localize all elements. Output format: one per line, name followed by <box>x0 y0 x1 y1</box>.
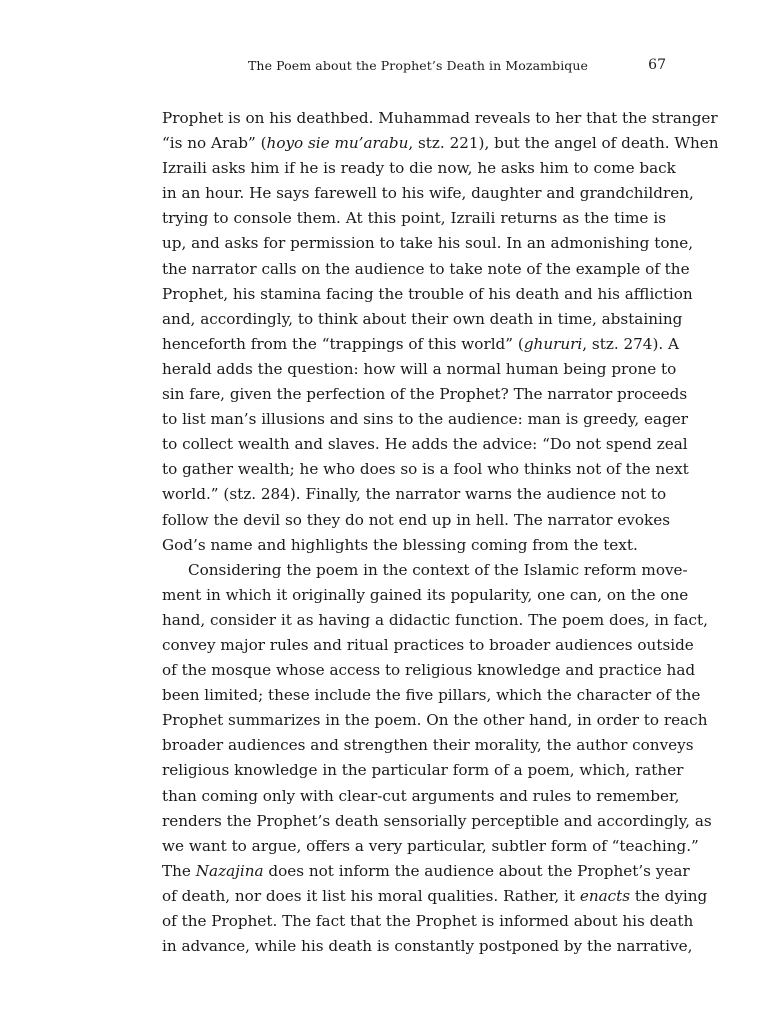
text-line <box>162 633 694 658</box>
text-segment: Prophet, his stamina facing the trouble of his death and his affliction <box>162 284 693 303</box>
text-line <box>162 683 701 708</box>
text-line <box>162 583 689 608</box>
text-segment: convey major rules and ritual practices to broader audiences outside <box>162 635 694 654</box>
text-line <box>162 809 712 834</box>
italic-text: hoyo sie mu’arabu <box>266 134 409 153</box>
text-segment: been limited; these include the five pillars, which the character of the <box>162 686 701 705</box>
text-line <box>162 257 690 282</box>
text-segment: ment in which it originally gained its popularity, one can, on the one <box>162 585 689 604</box>
text-segment: Prophet summarizes in the poem. On the other hand, in order to reach <box>162 711 708 730</box>
text-line <box>162 282 693 307</box>
text-segment: in advance, while his death is constantly postponed by the narrative, <box>162 937 693 956</box>
text-segment: religious knowledge in the particular form of a poem, which, rather <box>162 761 684 780</box>
text-segment: up, and asks for permission to take his soul. In an admonishing tone, <box>162 234 694 253</box>
text-segment: of the Prophet. The fact that the Prophet is informed about his death <box>162 912 694 930</box>
text-line <box>162 181 694 206</box>
text-line <box>162 156 676 181</box>
text-segment: Izraili asks him if he is ready to die now, he asks him to come back <box>162 159 676 178</box>
text-segment: “is no Arab” ( <box>162 134 267 153</box>
text-segment: of the mosque whose access to religious knowledge and practice had <box>162 661 696 680</box>
text-segment: herald adds the question: how will a normal human being prone to <box>162 359 677 378</box>
text-line <box>162 231 694 256</box>
text-line <box>162 131 719 156</box>
text-line <box>162 909 694 934</box>
text-line <box>162 508 671 533</box>
text-line <box>162 859 690 884</box>
text-segment: hand, consider it as having a didactic function. The poem does, in fact, <box>162 610 708 629</box>
text-line <box>162 307 683 332</box>
text-segment: Prophet is on his deathbed. Muhammad reveals to her that the stranger <box>162 109 718 127</box>
text-segment: to list man’s illusions and sins to the audience: man is greedy, eager <box>162 410 689 429</box>
text-segment: in an hour. He says farewell to his wife, daughter and grandchildren, <box>162 184 694 203</box>
text-segment: world.” (stz. 284). Finally, the narrator warns the audience not to <box>162 485 667 504</box>
text-line <box>162 482 666 507</box>
text-line <box>162 608 708 633</box>
text-segment: The <box>162 861 196 880</box>
body-text <box>162 106 719 959</box>
text-line <box>162 357 677 382</box>
text-line <box>162 432 688 457</box>
italic-text: ghururi <box>523 334 583 353</box>
text-segment: and, accordingly, to think about their own death in time, abstaining <box>162 309 683 328</box>
text-segment: sin fare, given the perfection of the Prophet? The narrator proceeds <box>162 385 688 404</box>
text-segment: does not inform the audience about the Prophet’s year <box>263 861 690 880</box>
page-number: 67 <box>648 57 666 73</box>
text-line <box>162 407 689 432</box>
text-segment: of death, nor does it list his moral qualities. Rather, it <box>162 886 580 905</box>
text-segment: , stz. 274). A <box>582 334 680 353</box>
text-segment: broader audiences and strengthen their morality, the author conveys <box>162 736 694 755</box>
text-line <box>162 708 708 733</box>
text-line <box>162 558 688 583</box>
text-segment: the narrator calls on the audience to take note of the example of the <box>162 259 690 278</box>
text-line <box>162 533 666 558</box>
text-segment: renders the Prophet’s death sensorially perceptible and accordingly, as <box>162 811 712 830</box>
text-line <box>162 206 666 231</box>
text-line <box>162 884 708 909</box>
text-segment: we want to argue, offers a very particular, subtler form of “teaching.” <box>162 836 699 855</box>
text-segment: than coming only with clear-cut arguments and rules to remember, <box>162 786 680 805</box>
text-line <box>162 733 694 758</box>
text-segment: God’s name and highlights the blessing coming from the text. <box>162 535 638 554</box>
page-header <box>162 58 666 78</box>
italic-text: Nazajina <box>195 861 264 880</box>
text-line <box>162 457 689 482</box>
text-segment: , stz. 221), but the angel of death. When <box>408 134 719 153</box>
running-head: The Poem about the Prophet’s Death in Mozambique <box>248 58 589 73</box>
text-line <box>162 758 684 783</box>
text-line <box>162 106 718 131</box>
text-line <box>162 784 680 809</box>
text-segment: Considering the poem in the context of the Islamic reform move- <box>188 560 688 579</box>
text-segment: follow the devil so they do not end up in hell. The narrator evokes <box>162 510 671 529</box>
text-line <box>162 834 699 859</box>
text-segment: the dying <box>630 886 708 905</box>
text-segment: to collect wealth and slaves. He adds the advice: “Do not spend zeal <box>162 435 688 454</box>
italic-text: enacts <box>579 886 631 905</box>
text-segment: trying to console them. At this point, Izraili returns as the time is <box>162 209 666 228</box>
text-line <box>162 332 680 357</box>
text-line <box>162 382 688 407</box>
text-segment: henceforth from the “trappings of this world” ( <box>162 334 524 353</box>
text-segment: to gather wealth; he who does so is a fool who thinks not of the next <box>162 460 689 479</box>
text-line <box>162 658 696 683</box>
text-line <box>162 934 693 959</box>
